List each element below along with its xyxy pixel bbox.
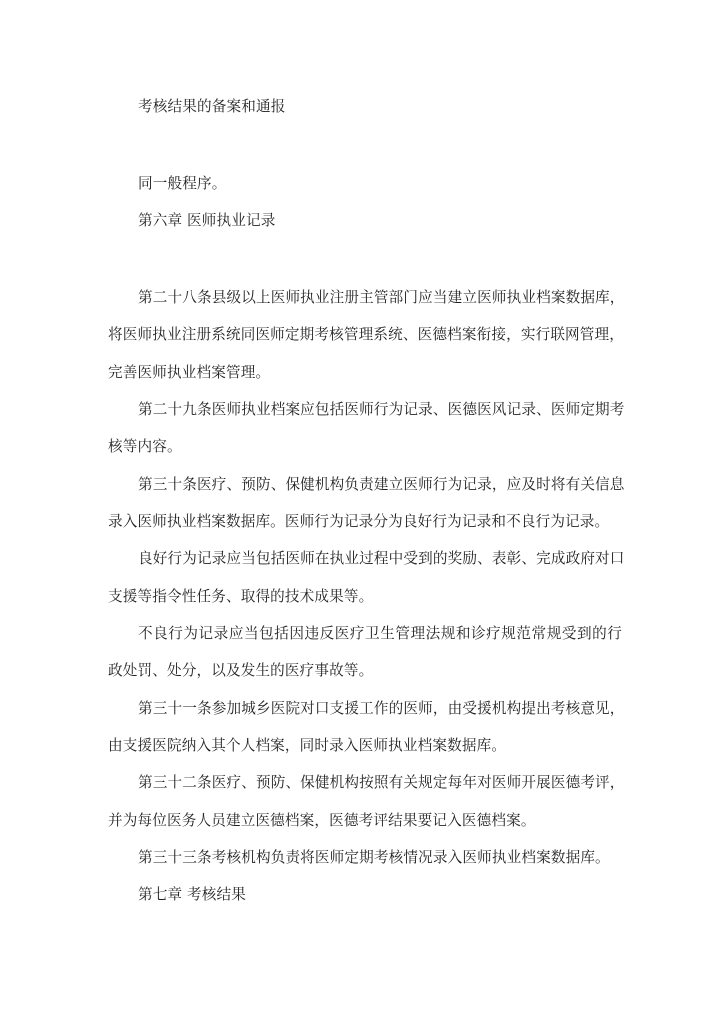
article-28-line-1: 第二十八条县级以上医师执业注册主管部门应当建立医师执业档案数据库，	[138, 289, 625, 306]
good-record-line-1: 良好行为记录应当包括医师在执业过程中受到的奖励、表彰、完成政府对口	[138, 550, 625, 567]
section-heading: 考核结果的备案和通报	[138, 98, 286, 115]
chapter-7-title: 第七章 考核结果	[138, 886, 246, 903]
article-29-line-2: 核等内容。	[108, 438, 182, 455]
article-30-line-1: 第三十条医疗、预防、保健机构负责建立医师行为记录，应及时将有关信息	[138, 476, 625, 493]
article-32-line-2: 并为每位医务人员建立医德档案，医德考评结果要记入医德档案。	[108, 812, 536, 829]
article-28-line-2: 将医师执业注册系统同医师定期考核管理系统、医德档案衔接，实行联网管理，	[108, 326, 625, 343]
article-33-line-1: 第三十三条考核机构负责将医师定期考核情况录入医师执业档案数据库。	[138, 849, 610, 866]
bad-record-line-1: 不良行为记录应当包括因违反医疗卫生管理法规和诊疗规范常规受到的行	[138, 625, 622, 642]
article-31-line-2: 由支援医院纳入其个人档案，同时录入医师执业档案数据库。	[108, 737, 507, 754]
article-28-line-3: 完善医师执业档案管理。	[108, 364, 271, 381]
procedure-note: 同一般程序。	[138, 175, 227, 192]
chapter-6-title: 第六章 医师执业记录	[138, 212, 276, 229]
article-29-line-1: 第二十九条医师执业档案应包括医师行为记录、医德医风记录、医师定期考	[138, 401, 625, 418]
article-31-line-1: 第三十一条参加城乡医院对口支援工作的医师，由受援机构提出考核意见，	[138, 700, 625, 717]
article-32-line-1: 第三十二条医疗、预防、保健机构按照有关规定每年对医师开展医德考评，	[138, 774, 625, 791]
article-30-line-2: 录入医师执业档案数据库。医师行为记录分为良好行为记录和不良行为记录。	[108, 513, 610, 530]
good-record-line-2: 支援等指令性任务、取得的技术成果等。	[108, 588, 374, 605]
bad-record-line-2: 政处罚、处分，以及发生的医疗事故等。	[108, 662, 374, 679]
